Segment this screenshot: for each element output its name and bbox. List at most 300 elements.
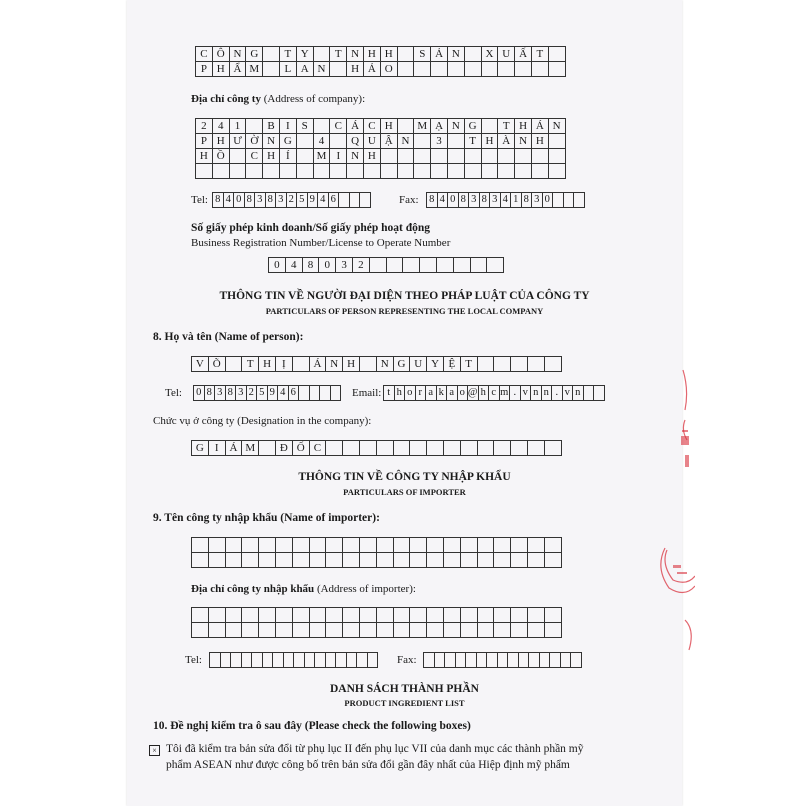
char-cell[interactable]	[342, 552, 360, 568]
char-cell[interactable]: T	[531, 46, 549, 62]
char-cell[interactable]	[262, 163, 280, 179]
char-cell[interactable]: Á	[225, 440, 243, 456]
char-cell[interactable]	[359, 552, 377, 568]
char-cell[interactable]: 5	[256, 385, 268, 401]
char-cell[interactable]: n	[541, 385, 553, 401]
char-cell[interactable]	[376, 537, 394, 553]
char-cell[interactable]: H	[380, 118, 398, 134]
char-cell[interactable]	[262, 46, 280, 62]
importer-address-grid[interactable]	[191, 607, 562, 638]
char-cell[interactable]	[413, 61, 431, 77]
char-cell[interactable]	[544, 356, 562, 372]
char-cell[interactable]	[514, 163, 532, 179]
char-cell[interactable]: n	[572, 385, 584, 401]
char-cell[interactable]: H	[212, 133, 230, 149]
char-cell[interactable]	[309, 537, 327, 553]
char-cell[interactable]	[510, 552, 528, 568]
char-cell[interactable]	[225, 356, 243, 372]
char-cell[interactable]: G	[279, 133, 297, 149]
char-cell[interactable]: B	[262, 118, 280, 134]
char-cell[interactable]: 3	[254, 192, 266, 208]
char-cell[interactable]	[548, 163, 566, 179]
char-cell[interactable]	[393, 552, 411, 568]
person-tel-grid[interactable]	[193, 385, 341, 401]
char-cell[interactable]: 8	[521, 192, 533, 208]
char-cell[interactable]: I	[329, 148, 347, 164]
char-cell[interactable]: C	[195, 46, 213, 62]
char-cell[interactable]: M	[413, 118, 431, 134]
char-cell[interactable]	[426, 440, 444, 456]
char-cell[interactable]	[241, 607, 259, 623]
char-cell[interactable]	[376, 607, 394, 623]
char-cell[interactable]	[544, 607, 562, 623]
char-cell[interactable]: G	[191, 440, 209, 456]
char-cell[interactable]	[191, 607, 209, 623]
char-cell[interactable]: Ố	[292, 440, 310, 456]
char-cell[interactable]: C	[245, 148, 263, 164]
char-cell[interactable]: H	[481, 133, 499, 149]
char-cell[interactable]	[527, 537, 545, 553]
char-cell[interactable]	[393, 440, 411, 456]
char-cell[interactable]: N	[325, 356, 343, 372]
char-cell[interactable]: Ờ	[245, 133, 263, 149]
char-cell[interactable]: H	[363, 148, 381, 164]
char-cell[interactable]	[329, 133, 347, 149]
char-cell[interactable]: 0	[233, 192, 245, 208]
char-cell[interactable]	[548, 133, 566, 149]
char-cell[interactable]: P	[195, 133, 213, 149]
char-cell[interactable]	[262, 61, 280, 77]
char-cell[interactable]	[497, 163, 515, 179]
char-cell[interactable]: Ồ	[212, 148, 230, 164]
char-cell[interactable]	[363, 163, 381, 179]
char-cell[interactable]	[279, 163, 297, 179]
char-cell[interactable]	[477, 552, 495, 568]
char-cell[interactable]: 3	[531, 192, 543, 208]
char-cell[interactable]	[464, 46, 482, 62]
char-cell[interactable]: 3	[275, 192, 287, 208]
char-cell[interactable]	[275, 622, 293, 638]
char-cell[interactable]	[481, 148, 499, 164]
char-cell[interactable]	[225, 622, 243, 638]
char-cell[interactable]: H	[514, 118, 532, 134]
char-cell[interactable]: N	[262, 133, 280, 149]
char-cell[interactable]	[443, 537, 461, 553]
char-cell[interactable]: 8	[212, 192, 224, 208]
char-cell[interactable]	[447, 163, 465, 179]
company-name-grid[interactable]	[195, 46, 566, 77]
char-cell[interactable]	[413, 163, 431, 179]
designation-grid[interactable]	[191, 440, 562, 456]
char-cell[interactable]: h	[478, 385, 490, 401]
char-cell[interactable]	[443, 607, 461, 623]
char-cell[interactable]	[447, 148, 465, 164]
char-cell[interactable]: M	[313, 148, 331, 164]
char-cell[interactable]	[409, 537, 427, 553]
char-cell[interactable]: G	[245, 46, 263, 62]
char-cell[interactable]: Y	[426, 356, 444, 372]
char-cell[interactable]	[325, 537, 343, 553]
char-cell[interactable]: 8	[426, 192, 438, 208]
char-cell[interactable]: c	[488, 385, 500, 401]
char-cell[interactable]: Í	[279, 148, 297, 164]
char-cell[interactable]: T	[329, 46, 347, 62]
char-cell[interactable]: S	[296, 118, 314, 134]
char-cell[interactable]	[309, 622, 327, 638]
char-cell[interactable]: Q	[346, 133, 364, 149]
char-cell[interactable]	[510, 356, 528, 372]
char-cell[interactable]	[527, 440, 545, 456]
char-cell[interactable]	[359, 440, 377, 456]
char-cell[interactable]: L	[279, 61, 297, 77]
char-cell[interactable]	[527, 552, 545, 568]
char-cell[interactable]: T	[464, 133, 482, 149]
char-cell[interactable]	[493, 552, 511, 568]
char-cell[interactable]: 2	[195, 118, 213, 134]
char-cell[interactable]: 2	[352, 257, 370, 273]
char-cell[interactable]	[359, 356, 377, 372]
char-cell[interactable]	[426, 537, 444, 553]
char-cell[interactable]	[329, 61, 347, 77]
char-cell[interactable]: N	[229, 46, 247, 62]
char-cell[interactable]	[393, 622, 411, 638]
char-cell[interactable]: Đ	[275, 440, 293, 456]
char-cell[interactable]	[342, 537, 360, 553]
char-cell[interactable]: T	[279, 46, 297, 62]
char-cell[interactable]: Ả	[363, 61, 381, 77]
char-cell[interactable]: I	[208, 440, 226, 456]
char-cell[interactable]	[225, 607, 243, 623]
char-cell[interactable]	[380, 148, 398, 164]
char-cell[interactable]	[208, 622, 226, 638]
char-cell[interactable]	[477, 622, 495, 638]
char-cell[interactable]	[426, 607, 444, 623]
char-cell[interactable]: 3	[489, 192, 501, 208]
char-cell[interactable]	[225, 537, 243, 553]
char-cell[interactable]	[309, 607, 327, 623]
char-cell[interactable]	[245, 118, 263, 134]
char-cell[interactable]	[296, 148, 314, 164]
char-cell[interactable]	[470, 257, 488, 273]
char-cell[interactable]: 8	[302, 257, 320, 273]
char-cell[interactable]	[531, 148, 549, 164]
char-cell[interactable]: N	[397, 133, 415, 149]
char-cell[interactable]: o	[457, 385, 469, 401]
char-cell[interactable]	[397, 61, 415, 77]
importer-fax-grid[interactable]	[423, 652, 582, 668]
char-cell[interactable]: M	[245, 61, 263, 77]
char-cell[interactable]: Ị	[275, 356, 293, 372]
char-cell[interactable]	[514, 148, 532, 164]
char-cell[interactable]: 3	[235, 385, 247, 401]
char-cell[interactable]	[376, 440, 394, 456]
char-cell[interactable]	[258, 622, 276, 638]
char-cell[interactable]	[292, 356, 310, 372]
char-cell[interactable]	[548, 46, 566, 62]
char-cell[interactable]	[393, 607, 411, 623]
char-cell[interactable]	[258, 537, 276, 553]
char-cell[interactable]	[464, 61, 482, 77]
char-cell[interactable]: H	[262, 148, 280, 164]
char-cell[interactable]	[464, 163, 482, 179]
char-cell[interactable]	[292, 537, 310, 553]
char-cell[interactable]	[443, 552, 461, 568]
char-cell[interactable]	[486, 257, 504, 273]
char-cell[interactable]: H	[346, 61, 364, 77]
char-cell[interactable]: N	[548, 118, 566, 134]
char-cell[interactable]	[342, 622, 360, 638]
char-cell[interactable]	[453, 257, 471, 273]
char-cell[interactable]: .	[551, 385, 563, 401]
char-cell[interactable]: G	[393, 356, 411, 372]
char-cell[interactable]: C	[309, 440, 327, 456]
char-cell[interactable]: a	[446, 385, 458, 401]
char-cell[interactable]: 0	[318, 257, 336, 273]
char-cell[interactable]	[460, 622, 478, 638]
char-cell[interactable]	[191, 622, 209, 638]
char-cell[interactable]	[225, 552, 243, 568]
char-cell[interactable]	[544, 537, 562, 553]
char-cell[interactable]: Ấ	[514, 46, 532, 62]
char-cell[interactable]	[195, 163, 213, 179]
char-cell[interactable]	[544, 440, 562, 456]
char-cell[interactable]: 4	[277, 385, 289, 401]
char-cell[interactable]: 4	[212, 118, 230, 134]
char-cell[interactable]: 2	[286, 192, 298, 208]
char-cell[interactable]: Á	[346, 118, 364, 134]
char-cell[interactable]: 2	[246, 385, 258, 401]
char-cell[interactable]	[460, 537, 478, 553]
char-cell[interactable]: 1	[229, 118, 247, 134]
char-cell[interactable]	[296, 163, 314, 179]
char-cell[interactable]	[275, 537, 293, 553]
char-cell[interactable]: h	[394, 385, 406, 401]
char-cell[interactable]	[527, 607, 545, 623]
char-cell[interactable]	[325, 440, 343, 456]
char-cell[interactable]	[346, 163, 364, 179]
char-cell[interactable]: V	[191, 356, 209, 372]
char-cell[interactable]	[477, 356, 495, 372]
char-cell[interactable]	[292, 622, 310, 638]
char-cell[interactable]	[258, 440, 276, 456]
char-cell[interactable]: A	[296, 61, 314, 77]
char-cell[interactable]: H	[258, 356, 276, 372]
char-cell[interactable]: T	[460, 356, 478, 372]
char-cell[interactable]: k	[436, 385, 448, 401]
char-cell[interactable]	[493, 607, 511, 623]
char-cell[interactable]: 9	[307, 192, 319, 208]
char-cell[interactable]	[510, 537, 528, 553]
confirm-checkbox[interactable]: ×	[149, 745, 160, 756]
char-cell[interactable]	[527, 356, 545, 372]
char-cell[interactable]: Ư	[229, 133, 247, 149]
char-cell[interactable]: X	[481, 46, 499, 62]
char-cell[interactable]: C	[329, 118, 347, 134]
char-cell[interactable]: H	[531, 133, 549, 149]
char-cell[interactable]: H	[380, 46, 398, 62]
char-cell[interactable]: 4	[437, 192, 449, 208]
char-cell[interactable]: 3	[468, 192, 480, 208]
char-cell[interactable]: M	[241, 440, 259, 456]
char-cell[interactable]	[359, 537, 377, 553]
char-cell[interactable]: 4	[313, 133, 331, 149]
char-cell[interactable]: 4	[285, 257, 303, 273]
char-cell[interactable]	[447, 133, 465, 149]
char-cell[interactable]	[342, 607, 360, 623]
char-cell[interactable]: Ẩ	[229, 61, 247, 77]
char-cell[interactable]	[527, 622, 545, 638]
char-cell[interactable]	[531, 163, 549, 179]
char-cell[interactable]: I	[279, 118, 297, 134]
char-cell[interactable]: @	[467, 385, 479, 401]
char-cell[interactable]: Õ	[208, 356, 226, 372]
char-cell[interactable]	[493, 356, 511, 372]
char-cell[interactable]	[309, 552, 327, 568]
char-cell[interactable]: 3	[214, 385, 226, 401]
char-cell[interactable]: 8	[244, 192, 256, 208]
char-cell[interactable]	[409, 552, 427, 568]
char-cell[interactable]	[241, 537, 259, 553]
char-cell[interactable]	[397, 148, 415, 164]
char-cell[interactable]: H	[195, 148, 213, 164]
char-cell[interactable]: 8	[265, 192, 277, 208]
char-cell[interactable]	[397, 118, 415, 134]
char-cell[interactable]	[436, 257, 454, 273]
char-cell[interactable]: Ô	[212, 46, 230, 62]
char-cell[interactable]	[426, 552, 444, 568]
char-cell[interactable]: 5	[296, 192, 308, 208]
char-cell[interactable]: 6	[288, 385, 300, 401]
char-cell[interactable]: N	[376, 356, 394, 372]
char-cell[interactable]	[212, 163, 230, 179]
char-cell[interactable]: a	[425, 385, 437, 401]
char-cell[interactable]	[191, 537, 209, 553]
char-cell[interactable]	[413, 148, 431, 164]
char-cell[interactable]	[258, 607, 276, 623]
char-cell[interactable]	[419, 257, 437, 273]
char-cell[interactable]: 8	[204, 385, 216, 401]
char-cell[interactable]	[447, 61, 465, 77]
char-cell[interactable]	[313, 46, 331, 62]
char-cell[interactable]	[510, 440, 528, 456]
importer-name-grid[interactable]	[191, 537, 562, 568]
company-fax-grid[interactable]	[426, 192, 585, 208]
char-cell[interactable]	[544, 622, 562, 638]
char-cell[interactable]: Y	[296, 46, 314, 62]
char-cell[interactable]: Ạ	[430, 118, 448, 134]
char-cell[interactable]: 6	[328, 192, 340, 208]
char-cell[interactable]	[313, 163, 331, 179]
char-cell[interactable]	[464, 148, 482, 164]
char-cell[interactable]: T	[241, 356, 259, 372]
char-cell[interactable]	[325, 607, 343, 623]
char-cell[interactable]	[497, 148, 515, 164]
char-cell[interactable]	[397, 163, 415, 179]
char-cell[interactable]	[593, 385, 605, 401]
char-cell[interactable]: t	[383, 385, 395, 401]
char-cell[interactable]: Ệ	[443, 356, 461, 372]
char-cell[interactable]: 8	[458, 192, 470, 208]
char-cell[interactable]	[573, 192, 585, 208]
char-cell[interactable]	[409, 622, 427, 638]
char-cell[interactable]	[292, 552, 310, 568]
char-cell[interactable]: 1	[510, 192, 522, 208]
char-cell[interactable]: 0	[542, 192, 554, 208]
char-cell[interactable]: v	[562, 385, 574, 401]
char-cell[interactable]	[460, 440, 478, 456]
char-cell[interactable]	[460, 607, 478, 623]
char-cell[interactable]: N	[313, 61, 331, 77]
char-cell[interactable]: Ả	[430, 46, 448, 62]
char-cell[interactable]: U	[363, 133, 381, 149]
char-cell[interactable]	[313, 118, 331, 134]
char-cell[interactable]	[245, 163, 263, 179]
char-cell[interactable]: o	[404, 385, 416, 401]
char-cell[interactable]	[409, 607, 427, 623]
char-cell[interactable]: 4	[317, 192, 329, 208]
char-cell[interactable]: 0	[193, 385, 205, 401]
char-cell[interactable]	[191, 552, 209, 568]
char-cell[interactable]: 0	[268, 257, 286, 273]
char-cell[interactable]	[510, 622, 528, 638]
email-grid[interactable]	[383, 385, 605, 401]
char-cell[interactable]: S	[413, 46, 431, 62]
char-cell[interactable]: n	[530, 385, 542, 401]
char-cell[interactable]	[330, 385, 342, 401]
char-cell[interactable]	[296, 133, 314, 149]
char-cell[interactable]	[477, 607, 495, 623]
char-cell[interactable]	[544, 552, 562, 568]
char-cell[interactable]: .	[509, 385, 521, 401]
char-cell[interactable]	[386, 257, 404, 273]
char-cell[interactable]: C	[363, 118, 381, 134]
char-cell[interactable]: G	[464, 118, 482, 134]
char-cell[interactable]	[548, 148, 566, 164]
char-cell[interactable]: 0	[447, 192, 459, 208]
char-cell[interactable]	[229, 148, 247, 164]
char-cell[interactable]	[275, 607, 293, 623]
importer-tel-grid[interactable]	[209, 652, 378, 668]
char-cell[interactable]: N	[447, 118, 465, 134]
char-cell[interactable]	[208, 607, 226, 623]
char-cell[interactable]: m	[499, 385, 511, 401]
char-cell[interactable]: P	[195, 61, 213, 77]
char-cell[interactable]	[460, 552, 478, 568]
char-cell[interactable]	[570, 652, 582, 668]
char-cell[interactable]: O	[380, 61, 398, 77]
char-cell[interactable]: 8	[225, 385, 237, 401]
char-cell[interactable]	[477, 537, 495, 553]
char-cell[interactable]: 4	[223, 192, 235, 208]
char-cell[interactable]: U	[409, 356, 427, 372]
char-cell[interactable]	[481, 163, 499, 179]
char-cell[interactable]	[376, 552, 394, 568]
char-cell[interactable]	[208, 552, 226, 568]
char-cell[interactable]	[380, 163, 398, 179]
char-cell[interactable]	[241, 622, 259, 638]
char-cell[interactable]: N	[346, 46, 364, 62]
char-cell[interactable]	[393, 537, 411, 553]
char-cell[interactable]	[359, 607, 377, 623]
char-cell[interactable]	[493, 537, 511, 553]
char-cell[interactable]	[443, 440, 461, 456]
char-cell[interactable]	[359, 192, 371, 208]
char-cell[interactable]	[430, 61, 448, 77]
char-cell[interactable]	[481, 118, 499, 134]
char-cell[interactable]	[426, 622, 444, 638]
char-cell[interactable]	[376, 622, 394, 638]
char-cell[interactable]: Á	[309, 356, 327, 372]
